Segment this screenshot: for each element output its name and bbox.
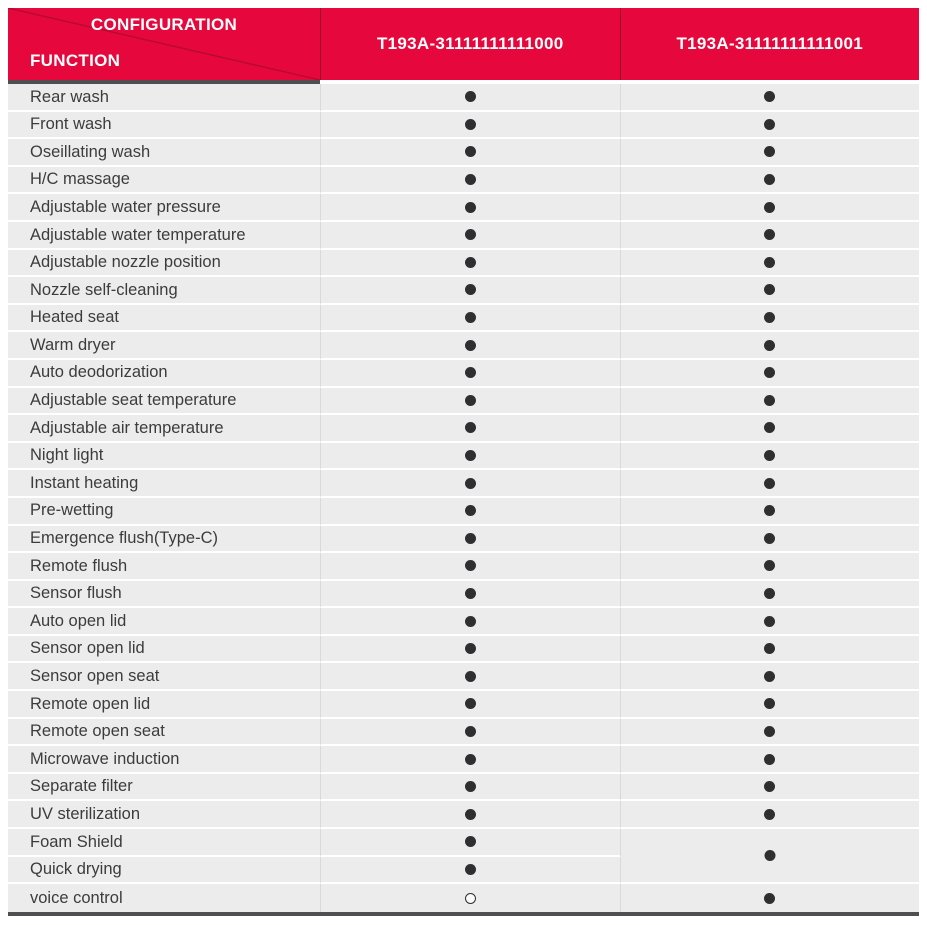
config-cell (320, 388, 620, 416)
table-row (8, 84, 919, 112)
filled-circle-icon (465, 119, 476, 130)
config-cell (620, 443, 920, 471)
table-row (8, 277, 919, 305)
config-cell (320, 608, 620, 636)
function-label: Remote open seat (8, 719, 320, 747)
table-row (8, 167, 919, 195)
function-label: Pre-wetting (8, 498, 320, 526)
filled-circle-icon (764, 893, 775, 904)
config-cell (320, 332, 620, 360)
filled-circle-icon (465, 533, 476, 544)
config-cell (320, 194, 620, 222)
config-cell (320, 829, 620, 857)
config-cell (620, 553, 920, 581)
table-row (8, 443, 919, 471)
function-label: Adjustable seat temperature (8, 388, 320, 416)
table-row (8, 829, 919, 857)
filled-circle-icon (465, 754, 476, 765)
filled-circle-icon (465, 864, 476, 875)
function-label: Auto deodorization (8, 360, 320, 388)
config-cell (620, 663, 920, 691)
table-row (8, 801, 919, 829)
function-label: Adjustable water temperature (8, 222, 320, 250)
config-cell (620, 829, 920, 857)
filled-circle-icon (465, 698, 476, 709)
filled-circle-icon (465, 229, 476, 240)
table-row (8, 857, 919, 885)
table-row (8, 360, 919, 388)
function-label: Night light (8, 443, 320, 471)
table-row (8, 194, 919, 222)
filled-circle-icon (764, 312, 775, 323)
filled-circle-icon (764, 698, 775, 709)
filled-circle-icon (465, 726, 476, 737)
filled-circle-icon (465, 781, 476, 792)
config-cell (320, 305, 620, 333)
table-row (8, 112, 919, 140)
open-circle-icon (465, 893, 476, 904)
config-cell (620, 388, 920, 416)
config-cell (620, 636, 920, 664)
config-cell (620, 84, 920, 112)
filled-circle-icon (465, 450, 476, 461)
config-cell (620, 470, 920, 498)
config-cell (320, 250, 620, 278)
function-label: Sensor open seat (8, 663, 320, 691)
table-row (8, 608, 919, 636)
filled-circle-icon (465, 91, 476, 102)
filled-circle-icon (764, 809, 775, 820)
function-label: Rear wash (8, 84, 320, 112)
config-cell (320, 636, 620, 664)
config-cell (620, 857, 920, 885)
config-cell (320, 360, 620, 388)
filled-circle-icon (764, 643, 775, 654)
table-row (8, 415, 919, 443)
table-row (8, 884, 919, 912)
table-row (8, 719, 919, 747)
filled-circle-icon (764, 588, 775, 599)
model-column-header-2: T193A-31111111111001 (620, 8, 920, 80)
config-cell (320, 719, 620, 747)
config-cell (620, 691, 920, 719)
filled-circle-icon (764, 616, 775, 627)
filled-circle-icon (465, 505, 476, 516)
table-body (8, 84, 919, 912)
config-cell (620, 608, 920, 636)
config-cell (320, 84, 620, 112)
function-label: Quick drying (8, 857, 320, 885)
config-cell (320, 526, 620, 554)
filled-circle-icon (764, 340, 775, 351)
filled-circle-icon (465, 395, 476, 406)
table-row (8, 663, 919, 691)
table-header-row (8, 8, 919, 80)
config-cell (320, 443, 620, 471)
diagonal-header-cell (8, 8, 320, 80)
config-cell (620, 250, 920, 278)
filled-circle-icon (764, 560, 775, 571)
table-row (8, 774, 919, 802)
configuration-function-table (8, 8, 919, 916)
config-cell (620, 332, 920, 360)
config-cell (320, 277, 620, 305)
filled-circle-icon (465, 367, 476, 378)
config-cell (320, 112, 620, 140)
table-row (8, 305, 919, 333)
filled-circle-icon (465, 284, 476, 295)
config-cell (620, 884, 920, 912)
function-label: Microwave induction (8, 746, 320, 774)
table-row (8, 388, 919, 416)
filled-circle-icon (764, 505, 775, 516)
filled-circle-icon (764, 422, 775, 433)
config-cell (320, 498, 620, 526)
table-row (8, 250, 919, 278)
function-label: Oseillating wash (8, 139, 320, 167)
config-cell (320, 884, 620, 912)
config-cell (320, 663, 620, 691)
config-cell (320, 691, 620, 719)
filled-circle-icon (465, 257, 476, 268)
config-cell (320, 774, 620, 802)
function-label: Sensor open lid (8, 636, 320, 664)
config-cell (320, 470, 620, 498)
function-label: UV sterilization (8, 801, 320, 829)
function-label: Emergence flush(Type-C) (8, 526, 320, 554)
config-cell (620, 277, 920, 305)
config-cell (620, 167, 920, 195)
filled-circle-icon (764, 229, 775, 240)
function-label: Adjustable air temperature (8, 415, 320, 443)
filled-circle-icon (465, 202, 476, 213)
filled-circle-icon (764, 450, 775, 461)
config-cell (620, 719, 920, 747)
function-label: Foam Shield (8, 829, 320, 857)
function-label: Instant heating (8, 470, 320, 498)
filled-circle-icon (764, 284, 775, 295)
filled-circle-icon (764, 671, 775, 682)
function-label: voice control (8, 884, 320, 912)
filled-circle-icon (465, 478, 476, 489)
filled-circle-icon (764, 91, 775, 102)
config-cell (620, 774, 920, 802)
function-label: Heated seat (8, 305, 320, 333)
function-label: Separate filter (8, 774, 320, 802)
config-cell (320, 857, 620, 885)
filled-circle-icon (465, 340, 476, 351)
filled-circle-icon (764, 367, 775, 378)
function-label: Sensor flush (8, 581, 320, 609)
config-cell (320, 222, 620, 250)
config-cell (620, 498, 920, 526)
config-cell (620, 139, 920, 167)
config-cell (620, 194, 920, 222)
filled-circle-icon (764, 726, 775, 737)
config-cell (320, 553, 620, 581)
config-cell (320, 415, 620, 443)
config-cell (620, 112, 920, 140)
table-row (8, 332, 919, 360)
filled-circle-icon (465, 146, 476, 157)
filled-circle-icon (764, 781, 775, 792)
table-row (8, 636, 919, 664)
table-row (8, 746, 919, 774)
filled-circle-icon (764, 754, 775, 765)
config-cell (620, 415, 920, 443)
filled-circle-icon (764, 533, 775, 544)
table-row (8, 526, 919, 554)
filled-circle-icon (465, 671, 476, 682)
config-cell (620, 222, 920, 250)
table-bottom-border (8, 912, 919, 916)
filled-circle-icon (465, 643, 476, 654)
filled-circle-icon (764, 202, 775, 213)
filled-circle-icon (764, 257, 775, 268)
table-row (8, 691, 919, 719)
config-cell (620, 360, 920, 388)
filled-circle-icon (465, 836, 476, 847)
config-cell (320, 581, 620, 609)
function-label: H/C massage (8, 167, 320, 195)
filled-circle-icon (465, 616, 476, 627)
filled-circle-icon (465, 312, 476, 323)
config-cell (320, 139, 620, 167)
config-cell (320, 167, 620, 195)
filled-circle-icon (764, 850, 775, 861)
config-cell (620, 746, 920, 774)
model-column-header-1: T193A-31111111111000 (320, 8, 620, 80)
filled-circle-icon (764, 119, 775, 130)
table-row (8, 222, 919, 250)
function-label: Adjustable water pressure (8, 194, 320, 222)
filled-circle-icon (764, 146, 775, 157)
table-row (8, 498, 919, 526)
function-label: Front wash (8, 112, 320, 140)
function-label: Remote flush (8, 553, 320, 581)
filled-circle-icon (764, 174, 775, 185)
table-row (8, 470, 919, 498)
filled-circle-icon (465, 422, 476, 433)
filled-circle-icon (465, 809, 476, 820)
filled-circle-icon (764, 395, 775, 406)
filled-circle-icon (465, 588, 476, 599)
table-row (8, 553, 919, 581)
config-cell (620, 581, 920, 609)
function-label: Auto open lid (8, 608, 320, 636)
table-row (8, 581, 919, 609)
config-cell (620, 526, 920, 554)
table-row (8, 139, 919, 167)
configuration-header-label: CONFIGURATION (90, 15, 238, 34)
config-cell (620, 801, 920, 829)
function-label: Warm dryer (8, 332, 320, 360)
config-cell (620, 305, 920, 333)
filled-circle-icon (465, 560, 476, 571)
filled-circle-icon (465, 174, 476, 185)
function-label: Adjustable nozzle position (8, 250, 320, 278)
config-cell (320, 801, 620, 829)
function-label: Nozzle self-cleaning (8, 277, 320, 305)
filled-circle-icon (764, 478, 775, 489)
function-header-label: FUNCTION (30, 51, 121, 70)
function-label: Remote open lid (8, 691, 320, 719)
config-cell (320, 746, 620, 774)
